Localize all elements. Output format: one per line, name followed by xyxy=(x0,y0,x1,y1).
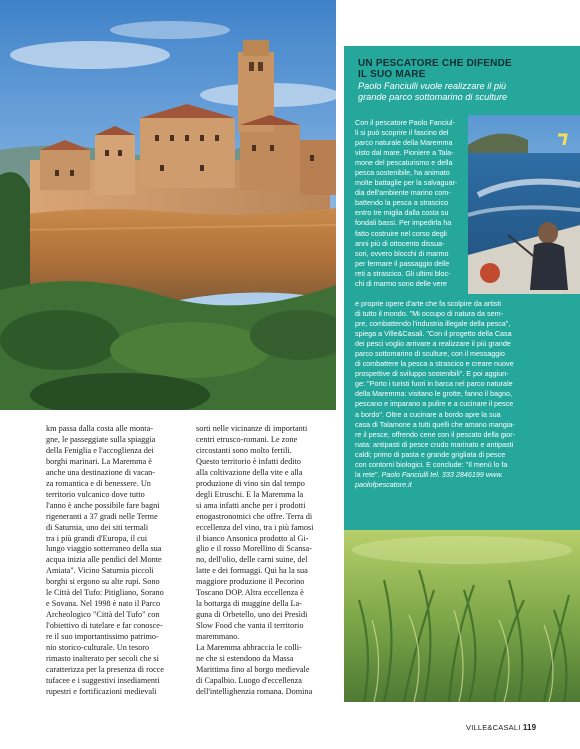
body-col2-line: no, dell'olio, delle carni suine, del xyxy=(196,555,308,565)
body-col2-line: degli Etruschi. E la Maremma la xyxy=(196,489,304,499)
sidebar-wide-line: re il pesce, offrendo cene con il pescato della gior- xyxy=(355,429,516,439)
body-col1-line: za romantica e di benessere. Un xyxy=(46,478,151,488)
body-col2-line: Questo territorio è infatti dedito xyxy=(196,456,301,466)
sidebar-narrow-line: anni più di ottocento dissua- xyxy=(355,238,445,248)
sidebar-narrow-line: parco naturale della Maremma xyxy=(355,138,453,148)
sidebar-wide-line: caldi; primo di pasta e grande grigliata di pesce xyxy=(355,449,506,459)
body-col1-line: rimasto inalterato per secoli che si xyxy=(46,654,159,664)
body-col2-line: Marittima fino al borgo medievale xyxy=(196,664,310,674)
sidebar-wide-line: con contorni biologici. E conclude: "Il menù lo fa xyxy=(355,459,508,469)
body-col2-line: guna di Orbetello, uno dei Presìdi xyxy=(196,610,308,620)
sidebar-wide-line: della Maremma: visitano le grotte, fanno il bagno, xyxy=(355,389,513,399)
body-col1-line: territorio vulcanico dove tutto xyxy=(46,489,145,499)
seagrass-photo xyxy=(344,530,580,702)
body-col1-line: nio storico-culturale. Un tesoro xyxy=(46,643,150,653)
body-col2-line: di Capalbio. Luogo d'eccellenza xyxy=(196,675,302,685)
sidebar-wide-line: di combattere la pesca a strascico e creare nuove xyxy=(355,359,514,369)
sidebar-subtitle xyxy=(358,81,573,103)
body-col2-line: enogastronomici che offre. Terra di xyxy=(196,511,313,521)
sidebar-wide-line: casa di Talamone a tutti quelli che amano mangia- xyxy=(355,419,515,429)
body-col1-line: caratterizza per la presenza di rocce xyxy=(46,664,164,674)
sidebar-wide-line: prospettive di sviluppo sostenibili". E poi aggiun- xyxy=(355,369,509,379)
body-col2-line: circostanti sono molto fertili. xyxy=(196,445,292,455)
sidebar-wide-line: nata: antipasti di pesce crudo marinato e antipasti xyxy=(355,439,514,449)
sidebar-wide-line: ge: "Porto i turisti fuori in barca nel parco naturale xyxy=(355,379,513,389)
sidebar-contact-line xyxy=(355,470,571,480)
sidebar-wide-line: spiega a Ville&Casali. "Con il progetto della Casa xyxy=(355,329,512,339)
body-col1-line: rigeneranti a 37 gradi nelle Terme xyxy=(46,511,158,521)
body-col2-line: alla coltivazione della vite e alla xyxy=(196,467,303,477)
sidebar-wide-line: la rete". xyxy=(355,469,380,479)
page-footer xyxy=(466,723,536,732)
sidebar-wide-line: parco sottomarino di sculture, con il messaggio xyxy=(355,349,505,359)
sidebar-subtitle-line-1: Paolo Fanciulli vuole realizzare il più xyxy=(358,81,507,91)
body-col1-line: tra i più grandi d'Europa, il cui xyxy=(46,533,148,543)
sidebar-wide-line: e proprie opere d'arte che fa scolpire da artisti xyxy=(355,299,501,308)
body-col1-line: della Feniglia e l'accoglienza dei xyxy=(46,445,154,455)
body-col1-line: di Saturnia, uno dei siti termali xyxy=(46,522,149,532)
sidebar-contact: Paolo Fanciulli tel. 333 2846199 www. xyxy=(379,469,503,479)
body-col1-line: gne, le passeggiate sulla spiaggia xyxy=(46,434,156,444)
sidebar-text-narrow xyxy=(355,118,460,289)
sidebar-wide-line: pescano e imparano a pulire e a cucinare il pesce xyxy=(355,399,514,409)
sidebar-wide-line: dei pesci voglio arrivare a realizzare il più grande xyxy=(355,339,511,349)
body-col2-line: centri etrusco-romani. Le zone xyxy=(196,434,298,444)
sidebar-title-line-1: UN PESCATORE CHE DIFENDE xyxy=(358,58,512,69)
body-col1-line: re il suo importantissimo patrimo- xyxy=(46,632,159,642)
sidebar-narrow-line: dia dell'ambiente marino com- xyxy=(355,188,451,198)
body-col2-line: produzione di vino sin dal tempo xyxy=(196,478,305,488)
sidebar-narrow-line: fatto costruire nel corso degli xyxy=(355,228,447,238)
body-col2-line: ne che si estendono da Massa xyxy=(196,654,294,664)
fisherman-photo xyxy=(468,115,580,294)
sidebar-wide-line: di tutto il mondo. "Mi occupo di natura da sem- xyxy=(355,309,503,319)
sidebar-title-line-2: IL SUO MARE xyxy=(358,69,426,80)
body-col1-line: Amiata". Vicino Saturnia piccoli xyxy=(46,566,154,576)
body-col2-line: maggiore produzione il Pecorino xyxy=(196,577,305,587)
body-col2-line: maremmano. xyxy=(196,632,240,642)
sidebar-wide-line: pre, combattendo l'industria illegale della pesca", xyxy=(355,319,511,329)
body-col2-line: La Maremma abbraccia le colli- xyxy=(196,643,302,653)
body-col2-line: glio e il rosso Morellino di Scansa- xyxy=(196,544,312,554)
body-col1-line: e Sovana. Nel 1998 è nato il Parco xyxy=(46,599,161,609)
sidebar-contact-website: paolofpescatore.it xyxy=(355,479,412,489)
body-col1-line: km passa dalla costa alle monta- xyxy=(46,424,153,433)
page-number: 119 xyxy=(522,723,537,732)
pitigliano-photo xyxy=(0,0,336,410)
body-column-1 xyxy=(46,424,184,698)
body-col1-line: l'obiettivo di tutelare e far conosce- xyxy=(46,621,163,631)
body-col1-line: borghi si ergono su alte rupi. Sono xyxy=(46,577,160,587)
sidebar-narrow-line: Con il pescatore Paolo Fanciul- xyxy=(355,118,455,127)
sidebar-narrow-line: li si può scoprire il fascino del xyxy=(355,128,449,138)
sidebar-wide-line: a bordo". Oltre a cucinare a bordo apre la sua xyxy=(355,409,501,419)
sidebar-narrow-line: pesca sostenibile, ha animato xyxy=(355,168,450,178)
sidebar-narrow-line: per fermare il passaggio delle xyxy=(355,258,450,268)
body-col1-line: Archeologico "Città del Tufo" con xyxy=(46,610,160,620)
sidebar-narrow-line: molte battaglie per la salvaguar- xyxy=(355,178,458,188)
sidebar-narrow-line: sori, ovvero blocchi di marmo xyxy=(355,248,449,258)
sidebar-narrow-line: entro tre miglia dalla costa su xyxy=(355,208,449,218)
body-col2-line: Slow Food che vanta il territorio xyxy=(196,621,304,631)
body-col2-line: il bianco Ansonica prodotto al Gi- xyxy=(196,533,309,543)
body-col2-line: si ama infatti anche per i prodotti xyxy=(196,500,306,510)
body-col2-line: dell'intellighenzia romana. Domina xyxy=(196,686,313,696)
sidebar-subtitle-line-2: grande parco sottomarino di sculture xyxy=(358,92,508,102)
sidebar-title xyxy=(358,58,573,80)
sidebar-narrow-line: fondali bassi. Per impedirla ha xyxy=(355,218,452,228)
magazine-name: VILLE&CASALI xyxy=(466,723,521,732)
body-col1-line: l'anno è anche possibile fare bagni xyxy=(46,500,160,510)
sidebar-narrow-line: battendo la pesca a strascico xyxy=(355,198,449,208)
body-col2-line: latte e dei formaggi. Qui ha la sua xyxy=(196,566,308,576)
body-col2-line: la bottarga di muggine della La- xyxy=(196,599,302,609)
body-col1-line: lungo viaggio sotterraneo della sua xyxy=(46,544,162,554)
sidebar-narrow-line: visto dal mare. Pioniere a Tala- xyxy=(355,148,454,158)
sidebar-narrow-line: chi di marmo sono delle vere xyxy=(355,278,447,288)
sidebar-narrow-line: reti a strascico. Gli ultimi bloc- xyxy=(355,268,451,278)
body-col2-line: eccellenza del vino, tra i più famosi xyxy=(196,522,314,532)
body-col2-line: Toscano DOP. Altra eccellenza è xyxy=(196,588,304,598)
sidebar-text-wide xyxy=(355,299,571,490)
body-col1-line: rupestri e fortificazioni medievali xyxy=(46,686,157,696)
body-col1-line: le Città del Tufo: Pitigliano, Sorano xyxy=(46,588,164,598)
body-col1-line: acqua inizia alle pendici del Monte xyxy=(46,555,162,565)
body-col1-line: borghi marinari. La Maremma è xyxy=(46,456,152,466)
body-col2-line: sorti nelle vicinanze di importanti xyxy=(196,424,308,433)
body-col1-line: tufacee e i suggestivi insediamenti xyxy=(46,675,160,685)
body-col1-line: anche una destinazione di vacan- xyxy=(46,467,156,477)
sidebar-header xyxy=(358,58,573,103)
sidebar-narrow-line: mone del pescaturismo e della xyxy=(355,158,453,168)
body-column-2 xyxy=(196,424,334,698)
